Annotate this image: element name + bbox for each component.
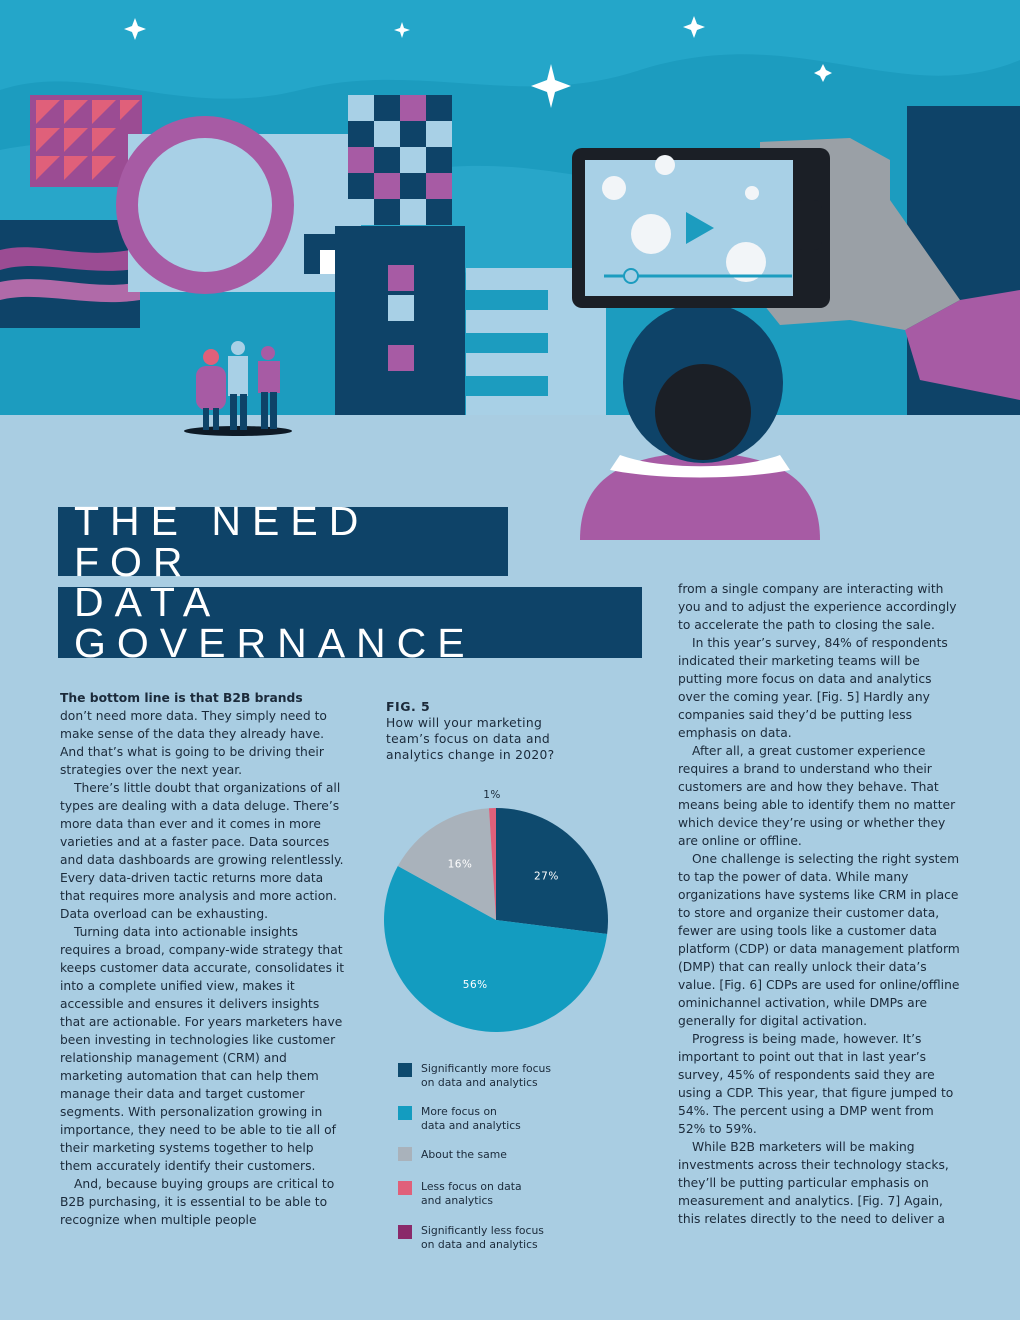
lead-text: The bottom line is that B2B brands <box>60 691 303 705</box>
legend-item <box>398 1148 571 1162</box>
legend-item <box>398 1180 571 1208</box>
paragraph: Turning data into actionable insights requires a broad, company-wide strategy that keeps customer data accurate, consolidates it into a complete unified view, makes it accessible and ensures it delivers insights that are actionable. For years marketers have been investing in technologies like customer relationship management (CRM) and marketing automation that can help them manage their data and target customer segments. With personalization growing in importance, they need to be able to tie all of their marketing systems together to help them accurately identify their customers. <box>60 925 345 1173</box>
paragraph: Progress is being made, however. It’s important to point out that in last year’s survey, 45% of respondents said they are using a CDP. This year, that figure jumped to 54%. The percent using a DMP went from 52% to 59%. <box>678 1032 954 1136</box>
legend-swatch <box>398 1106 412 1120</box>
paragraph: After all, a great customer experience requires a brand to understand who their customers are and how they behave. That means being able to identify them no matter which device they’re using or whether they are online or offline. <box>678 744 956 848</box>
title-line-1: THE NEED FOR <box>58 507 508 576</box>
paragraph: And, because buying groups are critical to B2B purchasing, it is essential to be able to recognize when multiple people <box>60 1177 335 1227</box>
paragraph: don’t need more data. They simply need to make sense of the data they already have. And that’s what is going to be driving their strategies over the next year. <box>60 709 327 777</box>
paragraph: One challenge is selecting the right system to tap the power of data. While many organizations have systems like CRM in place to store and organize their customer data, fewer are using tools like a customer data platform (CDP) or data management platform (DMP) that can really unlock their data’s value. [Fig. 6] CDPs are used for online/offline ominichannel activation, while DMPs are generally for digital activation. <box>678 852 960 1028</box>
figure-question: How will your marketing team’s focus on data and analytics change in 2020? <box>386 716 555 762</box>
paragraph: While B2B marketers will be making investments across their technology stacks, they’ll be putting particular emphasis on measurement and analytics. [Fig. 7] Again, this relates directly to the need to deliver a <box>678 1140 949 1226</box>
paragraph: There’s little doubt that organizations of all types are dealing with a data deluge. There’s more data than ever and it comes in more varieties and at a faster pace. Data sources and data dashboards are growing relentlessly. Every data-driven tactic returns more data that requires more analysis and more action. Data overload can be exhausting. <box>60 781 344 921</box>
pie-data-label: 16% <box>447 858 473 871</box>
title-line-2: DATA GOVERNANCE <box>58 587 642 658</box>
legend-swatch <box>398 1225 412 1239</box>
legend-label: More focus on data and analytics <box>421 1105 521 1132</box>
legend-swatch <box>398 1147 412 1161</box>
paragraph: from a single company are interacting with you and to adjust the experience accordingly to accelerate the path to closing the sale. <box>678 582 957 632</box>
paragraph: In this year’s survey, 84% of respondents indicated their marketing teams will be putting more focus on data and analytics over the coming year. [Fig. 5] Hardly any companies said they’d be putting less emphasis on data. <box>678 636 948 740</box>
pie-chart <box>380 782 620 1042</box>
legend-label: Less focus on data and analytics <box>421 1180 522 1207</box>
left-column <box>60 689 346 1229</box>
hero-illustration <box>0 0 1020 540</box>
pie-data-label: 56% <box>462 978 488 991</box>
legend-swatch <box>398 1181 412 1195</box>
legend-label: Significantly more focus on data and analytics <box>421 1062 552 1089</box>
legend-item <box>398 1105 571 1133</box>
pie-data-label: 27% <box>533 870 559 883</box>
figure-header <box>386 699 656 763</box>
legend-item <box>398 1062 571 1090</box>
legend-swatch <box>398 1063 412 1077</box>
legend-label: Significantly less focus on data and analytics <box>421 1224 544 1251</box>
pie-data-label: 1% <box>483 789 501 802</box>
right-column <box>678 580 960 1228</box>
figure-label: FIG. 5 <box>386 699 431 714</box>
legend-item <box>398 1224 571 1252</box>
legend-label: About the same <box>421 1148 507 1161</box>
